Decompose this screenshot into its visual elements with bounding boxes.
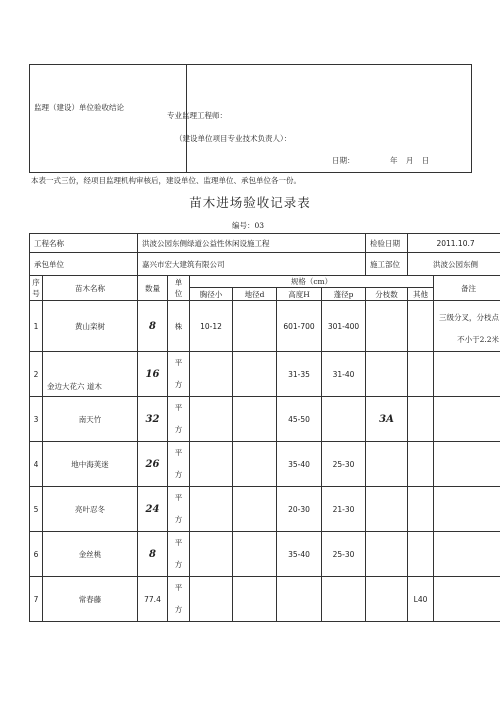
row-qty: 24 xyxy=(145,503,160,515)
row-crown: 25-30 xyxy=(322,532,366,577)
row-ground xyxy=(233,532,277,577)
row-branches xyxy=(366,577,408,622)
header-height: 高度H xyxy=(277,288,322,301)
row-no: 2 xyxy=(30,352,43,397)
row-unit: 平 方 xyxy=(168,532,190,577)
header-spec: 规格（cm） xyxy=(190,276,434,288)
row-no: 6 xyxy=(30,532,43,577)
row-unit: 平 方 xyxy=(168,352,190,397)
row-unit: 株 xyxy=(168,301,190,352)
row-branches xyxy=(366,487,408,532)
row-height: 45-50 xyxy=(277,397,322,442)
row-name: 金边大花六 道木 xyxy=(43,352,138,397)
row-other xyxy=(408,301,434,352)
row-dbh xyxy=(190,487,233,532)
project-name-label: 工程名称 xyxy=(30,234,138,253)
row-remark xyxy=(434,487,500,532)
row-other xyxy=(408,532,434,577)
row-remark xyxy=(434,532,500,577)
row-branches xyxy=(366,442,408,487)
row-qty: 77.4 xyxy=(138,577,168,622)
row-qty: 16 xyxy=(145,368,160,380)
contractor-label: 承包单位 xyxy=(30,253,138,276)
row-other xyxy=(408,487,434,532)
row-dbh xyxy=(190,532,233,577)
inspect-date-value: 2011.10.7 xyxy=(408,234,500,253)
owner-rep-label: （建设单位项目专业技术负责人）： xyxy=(175,134,292,143)
header-branches: 分枝数 xyxy=(366,288,408,301)
row-branches xyxy=(366,352,408,397)
row-name: 常春藤 xyxy=(43,577,138,622)
row-remark xyxy=(434,352,500,397)
row-no: 7 xyxy=(30,577,43,622)
row-dbh: 10-12 xyxy=(190,301,233,352)
table-row xyxy=(30,397,500,442)
row-crown xyxy=(322,577,366,622)
table-row xyxy=(30,442,500,487)
acceptance-section xyxy=(29,64,472,173)
site-value: 洪波公园东侧 xyxy=(408,253,500,276)
row-remark xyxy=(434,397,500,442)
footnote: 本表一式三份，经项目监理机构审核后，建设单位、监理单位、承包单位各一份。 xyxy=(31,176,301,185)
row-ground xyxy=(233,442,277,487)
contractor-value: 嘉兴市宏大建筑有限公司 xyxy=(138,253,366,276)
row-ground xyxy=(233,487,277,532)
serial-number: 编号：03 xyxy=(232,221,265,230)
row-unit: 平 方 xyxy=(168,442,190,487)
page-title: 苗木进场验收记录表 xyxy=(189,195,311,210)
row-no: 3 xyxy=(30,397,43,442)
row-dbh xyxy=(190,442,233,487)
row-ground xyxy=(233,352,277,397)
table-row xyxy=(30,352,500,397)
row-other xyxy=(408,442,434,487)
row-unit: 平 方 xyxy=(168,397,190,442)
row-qty: 8 xyxy=(149,320,156,332)
row-height: 35-40 xyxy=(277,532,322,577)
row-ground xyxy=(233,577,277,622)
row-remark: 三级分叉，分枝点 不小于2.2米 xyxy=(434,301,500,352)
table-row xyxy=(30,487,500,532)
row-branches: 3A xyxy=(379,413,394,425)
header-ground: 地径d xyxy=(233,288,277,301)
date-label: 日期： xyxy=(332,156,355,165)
row-height: 35-40 xyxy=(277,442,322,487)
acceptance-table xyxy=(29,233,500,622)
row-qty: 26 xyxy=(145,458,160,470)
row-crown: 25-30 xyxy=(322,442,366,487)
row-crown xyxy=(322,397,366,442)
row-other: L40 xyxy=(408,577,434,622)
header-other: 其他 xyxy=(408,288,434,301)
date-ymd: 年 月 日 xyxy=(390,156,430,165)
row-height: 31-35 xyxy=(277,352,322,397)
row-no: 4 xyxy=(30,442,43,487)
header-qty: 数量 xyxy=(138,276,168,301)
row-name: 地中海荚迷 xyxy=(43,442,138,487)
header-name: 苗木名称 xyxy=(43,276,138,301)
row-dbh xyxy=(190,577,233,622)
row-ground xyxy=(233,301,277,352)
row-unit: 平 方 xyxy=(168,487,190,532)
supervisor-label: 专业监理工程师： xyxy=(167,111,227,120)
row-height: 601-700 xyxy=(277,301,322,352)
row-name: 金丝桃 xyxy=(43,532,138,577)
row-crown: 301-400 xyxy=(322,301,366,352)
row-qty: 32 xyxy=(145,413,160,425)
row-branches xyxy=(366,301,408,352)
row-other xyxy=(408,352,434,397)
row-remark xyxy=(434,442,500,487)
row-height xyxy=(277,577,322,622)
table-row xyxy=(30,577,500,622)
header-no: 序 号 xyxy=(30,276,43,301)
row-height: 20-30 xyxy=(277,487,322,532)
row-crown: 21-30 xyxy=(322,487,366,532)
acceptance-label: 监理（建设）单位验收结论 xyxy=(34,103,124,112)
row-dbh xyxy=(190,352,233,397)
row-no: 1 xyxy=(30,301,43,352)
row-unit: 平 方 xyxy=(168,577,190,622)
row-ground xyxy=(233,397,277,442)
row-branches xyxy=(366,532,408,577)
row-name: 亮叶忍冬 xyxy=(43,487,138,532)
header-unit: 单 位 xyxy=(168,276,190,301)
header-dbh: 胸径小 xyxy=(190,288,233,301)
row-qty: 8 xyxy=(149,548,156,560)
row-no: 5 xyxy=(30,487,43,532)
inspect-date-label: 检验日期 xyxy=(366,234,408,253)
row-name: 黄山栾树 xyxy=(43,301,138,352)
row-other xyxy=(408,397,434,442)
row-name: 南天竹 xyxy=(43,397,138,442)
table-row xyxy=(30,532,500,577)
site-label: 施工部位 xyxy=(366,253,408,276)
table-row xyxy=(30,301,500,352)
project-name-value: 洪波公园东侧绿道公益性休闲设施工程 xyxy=(138,234,366,253)
row-dbh xyxy=(190,397,233,442)
row-remark xyxy=(434,577,500,622)
row-crown: 31-40 xyxy=(322,352,366,397)
header-crown: 蓬径p xyxy=(322,288,366,301)
header-remark: 备注 xyxy=(434,276,500,301)
